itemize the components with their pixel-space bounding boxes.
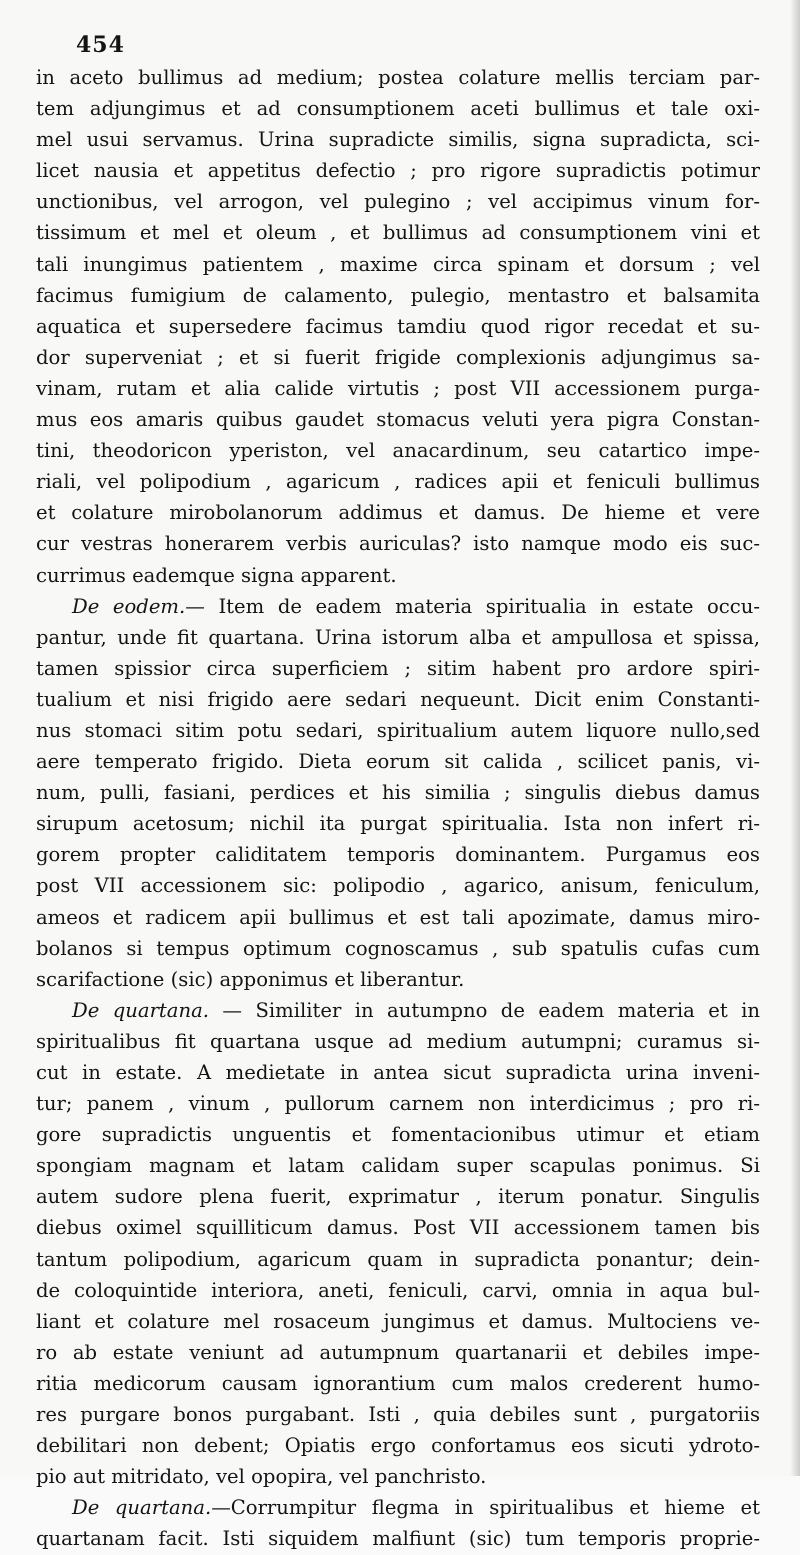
line-text: ritia medicorum causam ignorantium cum malos crederent humo- (36, 1371, 760, 1395)
text-line (36, 839, 760, 870)
line-text: spiritualibus fit quartana usque ad medium autumpni; curamus si- (36, 1029, 760, 1053)
line-text: tini, theodoricon yperiston, vel anacardinum, seu catartico impe- (36, 439, 760, 463)
text-line (36, 1368, 760, 1399)
line-text: scarifactione (sic) apponimus et liberantur. (36, 967, 465, 991)
body-text (36, 62, 760, 1555)
text-line (36, 1212, 760, 1243)
line-text: nus stomaci sitim potu sedari, spiritualium autem liquore nullo,sed (36, 718, 760, 742)
line-text: num, pulli, fasiani, perdices et his similia ; singulis diebus damus (36, 781, 760, 805)
text-line (36, 746, 760, 777)
line-text: aere temperato frigido. Dieta eorum sit calida , scilicet panis, vi- (36, 750, 760, 774)
text-line (36, 684, 760, 715)
line-text: pantur, unde fit quartana. Urina istorum alba et ampullosa et spissa, (36, 625, 760, 649)
text-line (36, 217, 760, 248)
line-text: de coloquintide interiora, aneti, feniculi, carvi, omnia in aqua bul- (36, 1278, 760, 1302)
line-text: tamen spissior circa superficiem ; sitim habent pro ardore spiri- (36, 656, 760, 680)
text-line (36, 1181, 760, 1212)
line-text: aquatica et supersedere facimus tamdiu quod rigor recedat et su- (36, 314, 760, 338)
line-text: autem sudore plena fuerit, exprimatur , iterum ponatur. Singulis (36, 1185, 760, 1209)
line-text: ameos et radicem apii bullimus et est tali apozimate, damus miro- (36, 905, 760, 929)
section-heading: De quartana. (72, 998, 210, 1022)
text-line (36, 528, 760, 559)
line-text: riali, vel polipodium , agaricum , radices apii et feniculi bullimus (36, 470, 760, 494)
text-line (36, 1523, 760, 1554)
line-text: dor superveniat ; et si fuerit frigide complexionis adjungimus sa- (36, 345, 760, 369)
text-line (36, 155, 760, 186)
line-text: quartanam facit. Isti siquidem malfiunt (sic) tum temporis proprie- (36, 1527, 760, 1551)
section-heading: De eodem. (72, 594, 186, 618)
line-text: liant et colature mel rosaceum jungimus et damus. Multociens ve- (36, 1309, 760, 1333)
line-text: cut in estate. A medietate in antea sicut supradicta urina inveni- (36, 1061, 760, 1084)
text-line (36, 715, 760, 746)
line-text: gorem propter caliditatem temporis dominantem. Purgamus eos (36, 843, 760, 867)
text-line (36, 62, 760, 93)
line-text: debilitari non debent; Opiatis ergo confortamus eos sicuti ydroto- (36, 1434, 760, 1458)
line-text: cur vestras honerarem verbis auriculas? isto namque modo eis suc- (36, 532, 760, 556)
line-text: et colature mirobolanorum addimus et damus. De hieme et vere (36, 501, 760, 525)
text-line (36, 1150, 760, 1181)
text-line (36, 1461, 760, 1492)
line-text: — Item de eadem materia spiritualia in estate occu- (185, 594, 760, 618)
text-line (36, 1057, 760, 1088)
text-line (36, 1306, 760, 1337)
line-text: gore supradictis unguentis et fomentacionibus utimur et etiam (36, 1123, 760, 1147)
line-text: mus eos amaris quibus gaudet stomacus veluti yera pigra Constan- (36, 408, 760, 432)
line-text: post VII accessionem sic: polipodio , agarico, anisum, feniculum, (36, 874, 760, 898)
text-line (36, 902, 760, 933)
text-line (36, 1399, 760, 1430)
text-line (36, 1275, 760, 1306)
text-line (36, 311, 760, 342)
text-line (36, 1026, 760, 1057)
line-text: unctionibus, vel arrogon, vel pulegino ; vel accipimus vinum for- (36, 190, 760, 214)
line-text: currimus eademque signa apparent. (36, 563, 397, 587)
line-text: in aceto bullimus ad medium; postea colature mellis terciam par- (36, 66, 760, 89)
text-line (36, 435, 760, 466)
text-line (36, 560, 760, 591)
text-line (36, 342, 760, 373)
text-line (36, 1337, 760, 1368)
text-line (36, 777, 760, 808)
line-text: licet nausia et appetitus defectio ; pro rigore supradictis potimur (36, 159, 760, 183)
text-line (36, 124, 760, 155)
line-text: res purgare bonos purgabant. Isti , quia debiles sunt , purgatoriis (36, 1403, 760, 1427)
text-line (36, 1088, 760, 1119)
text-line (36, 591, 760, 622)
text-line (36, 466, 760, 497)
page-edge-shadow (790, 0, 800, 1476)
text-line (36, 249, 760, 280)
line-text: tualium et nisi frigido aere sedari nequeunt. Dicit enim Constanti- (36, 687, 760, 711)
section-heading: De quartana. (72, 1496, 212, 1520)
text-line (36, 1492, 760, 1523)
line-text: —Corrumpitur flegma in spiritualibus et hieme et (211, 1496, 760, 1520)
text-line (36, 1244, 760, 1275)
line-text: tantum polipodium, agaricum quam in supradicta ponantur; dein- (36, 1247, 760, 1271)
text-line (36, 622, 760, 653)
line-text: bolanos si tempus optimum cognoscamus , sub spatulis cufas cum (36, 936, 760, 960)
text-line (36, 995, 760, 1026)
line-text: diebus oximel squilliticum damus. Post VII accessionem tamen bis (36, 1216, 760, 1240)
line-text: mel usui servamus. Urina supradicte similis, signa supradicta, sci- (36, 128, 760, 152)
text-line (36, 1430, 760, 1461)
line-text: tem adjungimus et ad consumptionem aceti bullimus et tale oxi- (36, 97, 760, 121)
line-text: tur; panem , vinum , pullorum carnem non interdicimus ; pro ri- (36, 1092, 760, 1116)
text-line (36, 964, 760, 995)
line-text: sirupum acetosum; nichil ita purgat spiritualia. Ista non infert ri- (36, 812, 760, 836)
text-line (36, 404, 760, 435)
page-number: 454 (76, 32, 125, 58)
line-text: ro ab estate veniunt ad autumpnum quartanarii et debiles impe- (36, 1340, 760, 1364)
text-line (36, 280, 760, 311)
text-line (36, 497, 760, 528)
text-line (36, 186, 760, 217)
text-line (36, 93, 760, 124)
line-text: vinam, rutam et alia calide virtutis ; post VII accessionem purga- (36, 376, 760, 400)
line-text: spongiam magnam et latam calidam super scapulas ponimus. Si (36, 1154, 760, 1178)
line-text: — Similiter in autumpno de eadem materia et in (209, 998, 760, 1022)
text-line (36, 808, 760, 839)
text-line (36, 653, 760, 684)
text-line (36, 933, 760, 964)
line-text: facimus fumigium de calamento, pulegio, mentastro et balsamita (36, 283, 760, 307)
line-text: pio aut mitridato, vel opopira, vel panchristo. (36, 1465, 487, 1489)
text-line (36, 1119, 760, 1150)
line-text: tissimum et mel et oleum , et bullimus ad consumptionem vini et (36, 221, 760, 245)
line-text: tali inungimus patientem , maxime circa spinam et dorsum ; vel (36, 252, 760, 276)
text-line (36, 870, 760, 901)
text-line (36, 373, 760, 404)
